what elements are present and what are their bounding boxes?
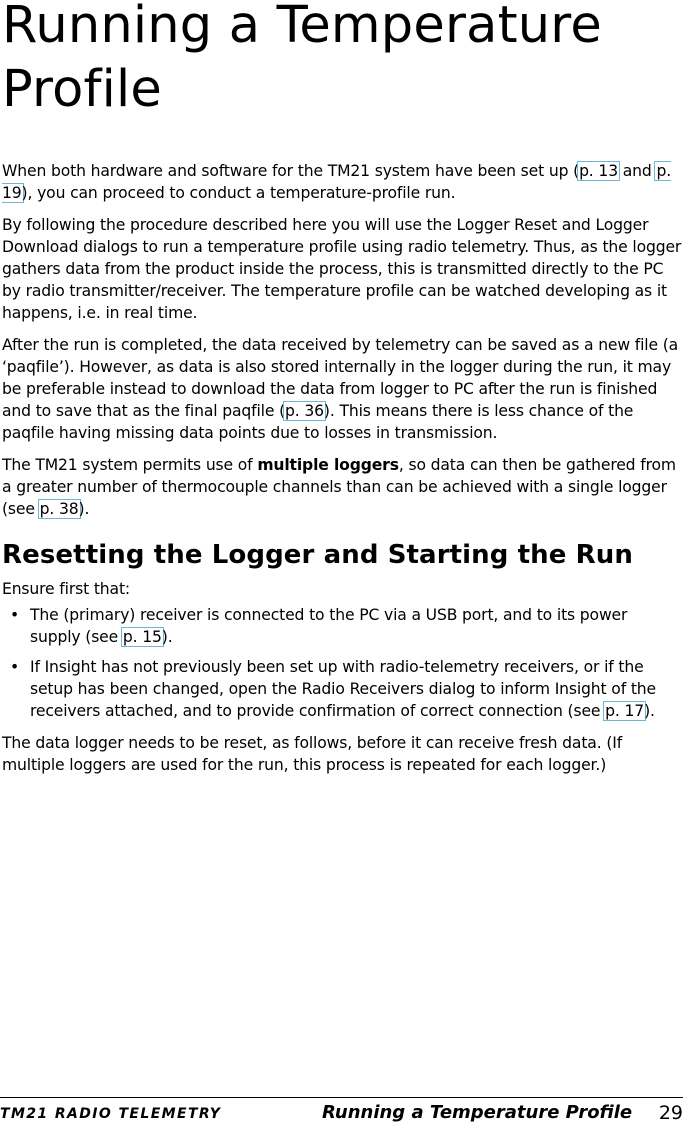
text-run: and: [617, 162, 657, 180]
bold-term: multiple loggers: [257, 456, 399, 474]
checklist: [2, 604, 682, 722]
text-run: After the run is completed, the data received by telemetry can be saved as a new file (a ‘paqfile’). However, as data is also stored internally in the logger during the run, it may be preferable instead to download the data from logger to PC after the run is finished and to save that as the final paqfile (: [2, 336, 679, 420]
paragraph-multiple-loggers: [2, 454, 682, 520]
link-page-17[interactable]: p. 17: [605, 702, 645, 720]
paragraph-procedure: By following the procedure described here you will use the Logger Reset and Logger Download dialogs to run a temperature profile using radio telemetry. Thus, as the logger gathers data from the product inside the process, this is transmitted directly to the PC by radio transmitter/receiver. The temperature profile can be watched developing as it happens, i.e. in real time.: [2, 216, 682, 322]
text-run: The TM21 system permits use of: [2, 456, 258, 474]
bullet-icon: •: [10, 606, 20, 624]
text-run: ).: [78, 500, 90, 518]
text-run: The (primary) receiver is connected to the PC via a USB port, and to its power supply (see: [30, 606, 628, 646]
text-run: If Insight has not previously been set up with radio-telemetry receivers, or if the setup has been changed, open the Radio Receivers dialog to inform Insight of the receivers attached, and to provide confirmation of correct connection (see: [30, 658, 656, 720]
paragraph-intro: [2, 160, 682, 204]
body-text: [2, 160, 682, 786]
section-heading: Resetting the Logger and Starting the Run: [2, 540, 634, 570]
footer-chapter: Running a Temperature Profile: [322, 1102, 633, 1123]
page-footer: [0, 1102, 683, 1128]
link-page-15[interactable]: p. 15: [122, 628, 162, 646]
footer-divider: [0, 1097, 683, 1098]
text-run: ).: [644, 702, 655, 720]
link-page-19[interactable]: p. 19: [2, 162, 672, 202]
page-number: 29: [658, 1102, 683, 1124]
text-run: When both hardware and software for the TM21 system have been set up (: [2, 162, 580, 180]
list-item: [2, 604, 682, 648]
footer-product: TM21 RADIO TELEMETRY: [0, 1106, 222, 1122]
link-page-38[interactable]: p. 38: [39, 500, 79, 518]
paragraph-reset-note: The data logger needs to be reset, as follows, before it can receive fresh data. (If multiple loggers are used for the run, this process is repeated for each logger.): [2, 734, 623, 774]
link-page-13[interactable]: p. 13: [579, 162, 618, 180]
text-run: , so data can then be gathered from a greater number of thermocouple channels than can be achieved with a single logger (see: [2, 456, 676, 518]
list-item: [2, 656, 682, 722]
link-page-36[interactable]: p. 36: [285, 402, 324, 420]
text-run: ). This means there is less chance of the paqfile having missing data points due to losses in transmission.: [2, 402, 634, 442]
text-run: ).: [161, 628, 173, 646]
text-run: ), you can proceed to conduct a temperature-profile run.: [21, 184, 456, 202]
bullet-icon: •: [10, 658, 20, 676]
paragraph-after-run: [2, 334, 682, 444]
section-intro: Ensure first that:: [2, 580, 131, 598]
page-title: Running a Temperature Profile: [2, 0, 602, 119]
